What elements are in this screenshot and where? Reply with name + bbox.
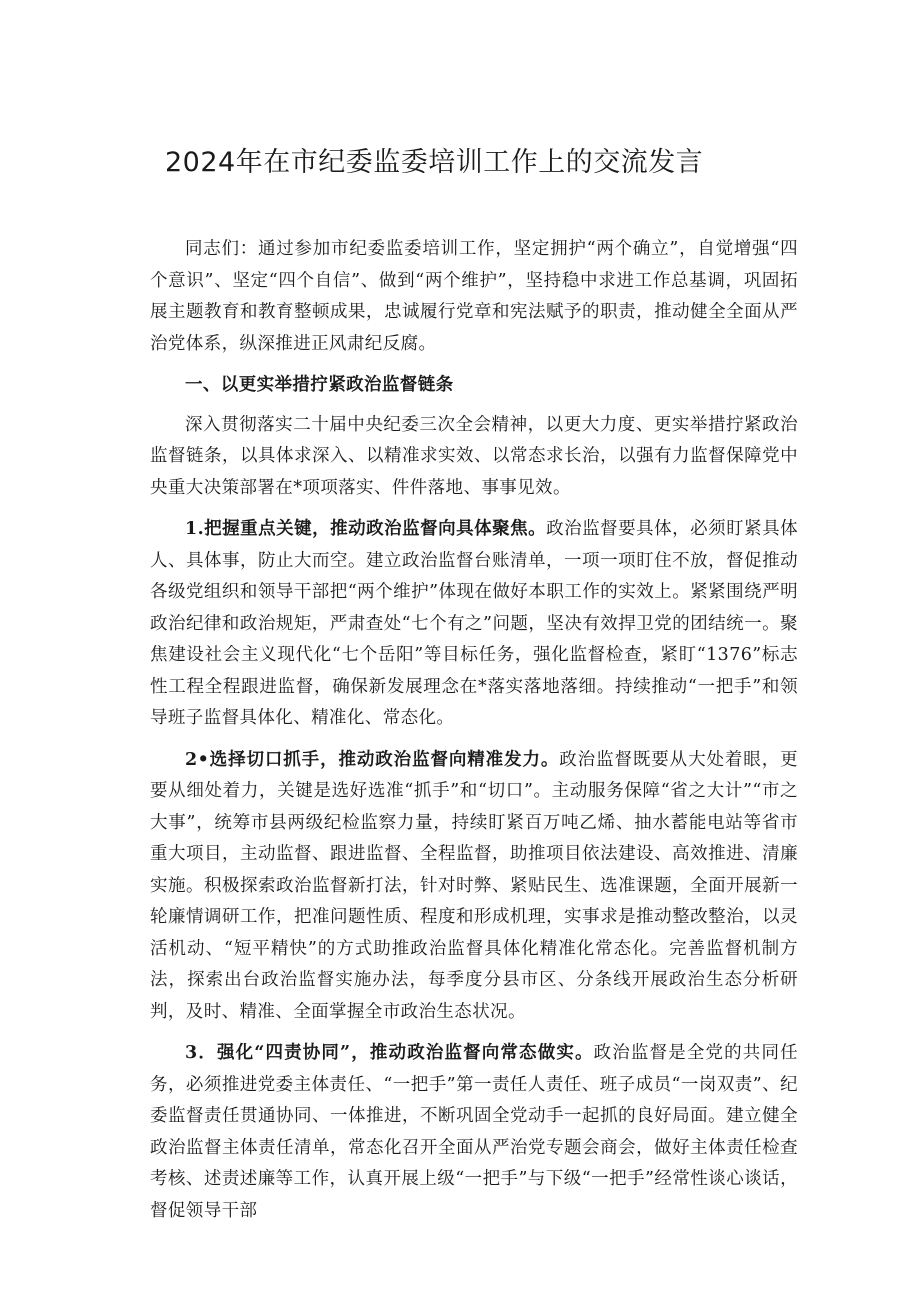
point-lead-3: 3．强化“四责协同”，推动政治监督向常态做实。 (185, 1043, 594, 1063)
point-paragraph-3 (150, 1038, 798, 1227)
point-lead-1: 1.把握重点关键，推动政治监督向具体聚焦。 (185, 519, 547, 539)
point-lead-2: 2•选择切口抓手，推动政治监督向精准发力。 (185, 749, 560, 770)
document-title: 2024年在市纪委监委培训工作上的交流发言 (165, 147, 704, 178)
point-text-3: 政治监督是全党的共同任务，必须推进党委主体责任、“一把手”第一责任人责任、班子成员“一岗双责”、纪委监督责任贯通协同、一体推进，不断巩固全党动手一起抓的良好局面。建立健全政治监督主体责任清单，常态化召开全面从严治党专题会商会，做好主体责任检查考核、述责述廉等工作，认真开展上级“一把手”与下级“一把手”经常性谈心谈话，督促领导干部 (150, 1043, 798, 1221)
salutation-paragraph: 同志们：通过参加市纪委监委培训工作，坚定拥护“两个确立”，自觉增强“四个意识”、坚定“四个自信”、做到“两个维护”，坚持稳中求进工作总基调，巩固拓展主题教育和教育整顿成果，忠诚履行党章和宪法赋予的职责，推动健全全面从严治党体系，纵深推进正风肃纪反腐。 (150, 239, 798, 354)
point-text-1: 政治监督要具体，必须盯紧具体人、具体事，防止大而空。建立政治监督台账清单，一项一项盯住不放，督促推动各级党组织和领导干部把“两个维护”体现在做好本职工作的实效上。紧紧围绕严明政治纪律和政治规矩，严肃查处“七个有之”问题，坚决有效捍卫党的团结统一。聚焦建设社会主义现代化“七个岳阳”等目标任务，强化监督检查，紧盯“1376”标志性工程全程跟进监督，确保新发展理念在*落实落地落细。持续推动“一把手”和领导班子监督具体化、精准化、常态化。 (150, 519, 798, 728)
point-text-2: 政治监督既要从大处着眼，更要从细处着力，关键是选好选准“抓手”和“切口”。主动服务保障“省之大计”“市之大事”，统筹市县两级纪检监察力量，持续盯紧百万吨乙烯、抽水蓄能电站等省市重大项目，主动监督、跟进监督、全程监督，助推项目依法建设、高效推进、清廉实施。积极探索政治监督新打法，针对时弊、紧贴民生、选准课题，全面开展新一轮廉情调研工作，把准问题性质、程度和形成机理，实事求是推动整改整治，以灵活机动、“短平精快”的方式助推政治监督具体化精准化常态化。完善监督机制方法，探索出台政治监督实施办法，每季度分县市区、分条线开展政治生态分析研判，及时、精准、全面掌握全市政治生态状况。 (150, 749, 798, 1022)
point-paragraph-1 (150, 514, 798, 735)
point-paragraph-2 (150, 745, 798, 1029)
section-intro-paragraph: 深入贯彻落实二十届中央纪委三次全会精神，以更大力度、更实举措拧紧政治监督链条，以具体求深入、以精准求实效、以常态求长治，以强有力监督保障党中央重大决策部署在*项项落实、件件落地、事事见效。 (150, 414, 798, 498)
section-heading: 一、以更实举措拧紧政治监督链条 (185, 375, 454, 395)
document-body (150, 234, 798, 1237)
